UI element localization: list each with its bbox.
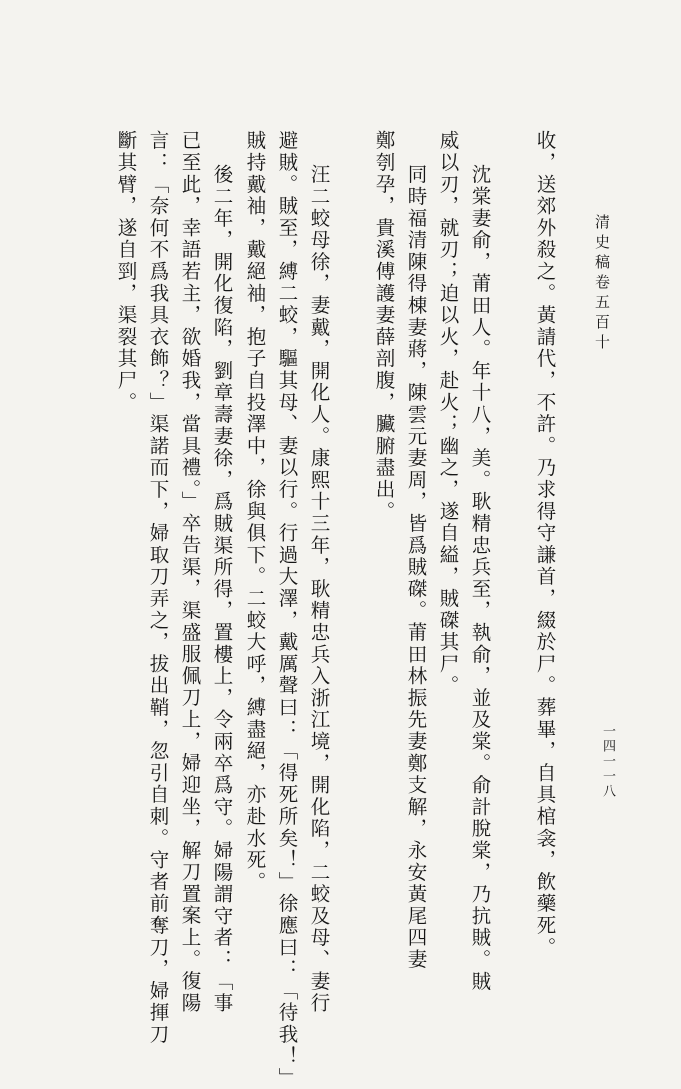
- text-column-9: 後二年，開化復陷，劉章壽妻徐，爲賊渠所得，置樓上，令兩卒爲守。婦陽謂守者：「事: [210, 164, 234, 1015]
- text-column-6: 汪二蛟母徐，妻戴，開化人。康熙十三年，耿精忠兵入浙江境，開化陷，二蛟及母、妻行: [307, 164, 331, 1015]
- text-column-2: 沈棠妻俞，莆田人。年十八，美。耿精忠兵至，執俞，並及棠。俞計脫棠，乃抗賊。賊: [468, 164, 492, 993]
- text-column-12: 斷其臂，遂自剄，渠裂其尸。: [114, 130, 138, 414]
- text-column-1: 收，送郊外殺之。黃請代，不許。乃求得守謙首，綴於尸。葬畢，自具棺衾，飲藥死。: [533, 130, 557, 959]
- text-column-7: 避賊。賊至，縛二蛟，驅其母、妻以行。行過大澤，戴厲聲曰：「得死所矣！」徐應曰：「待我！」: [275, 130, 299, 1089]
- text-column-10: 已至此，幸語若主，欲婚我，當具禮。」卒告渠，渠盛服佩刀上，婦迎坐，解刀置案上。復陽: [178, 130, 202, 1015]
- text-column-11: 言：「奈何不爲我具衣飾？」渠諾而下，婦取刀弄之，拔出鞘，忽引自刺。守者前奪刀，婦揮刀: [146, 130, 170, 1046]
- text-column-5: 鄭刳孕，貴溪傅護妻薛剖腹，臟腑盡出。: [372, 130, 396, 523]
- page-number: 一四一一八: [600, 724, 615, 799]
- text-column-3: 威以刃，就刃；迫以火，赴火；幽之，遂自縊，賊磔其尸。: [436, 130, 460, 697]
- running-header: 清史稿卷五百十: [593, 214, 611, 354]
- text-column-8: 賊持戴袖，戴絕袖，抱子自投澤中，徐與俱下。二蛟大呼，縛盡絕，亦赴水死。: [243, 130, 267, 893]
- text-column-4: 同時福清陳得棟妻蔣，陳雲元妻周，皆爲賊磔。莆田林振先妻鄭支解，永安黃尾四妻: [404, 164, 428, 971]
